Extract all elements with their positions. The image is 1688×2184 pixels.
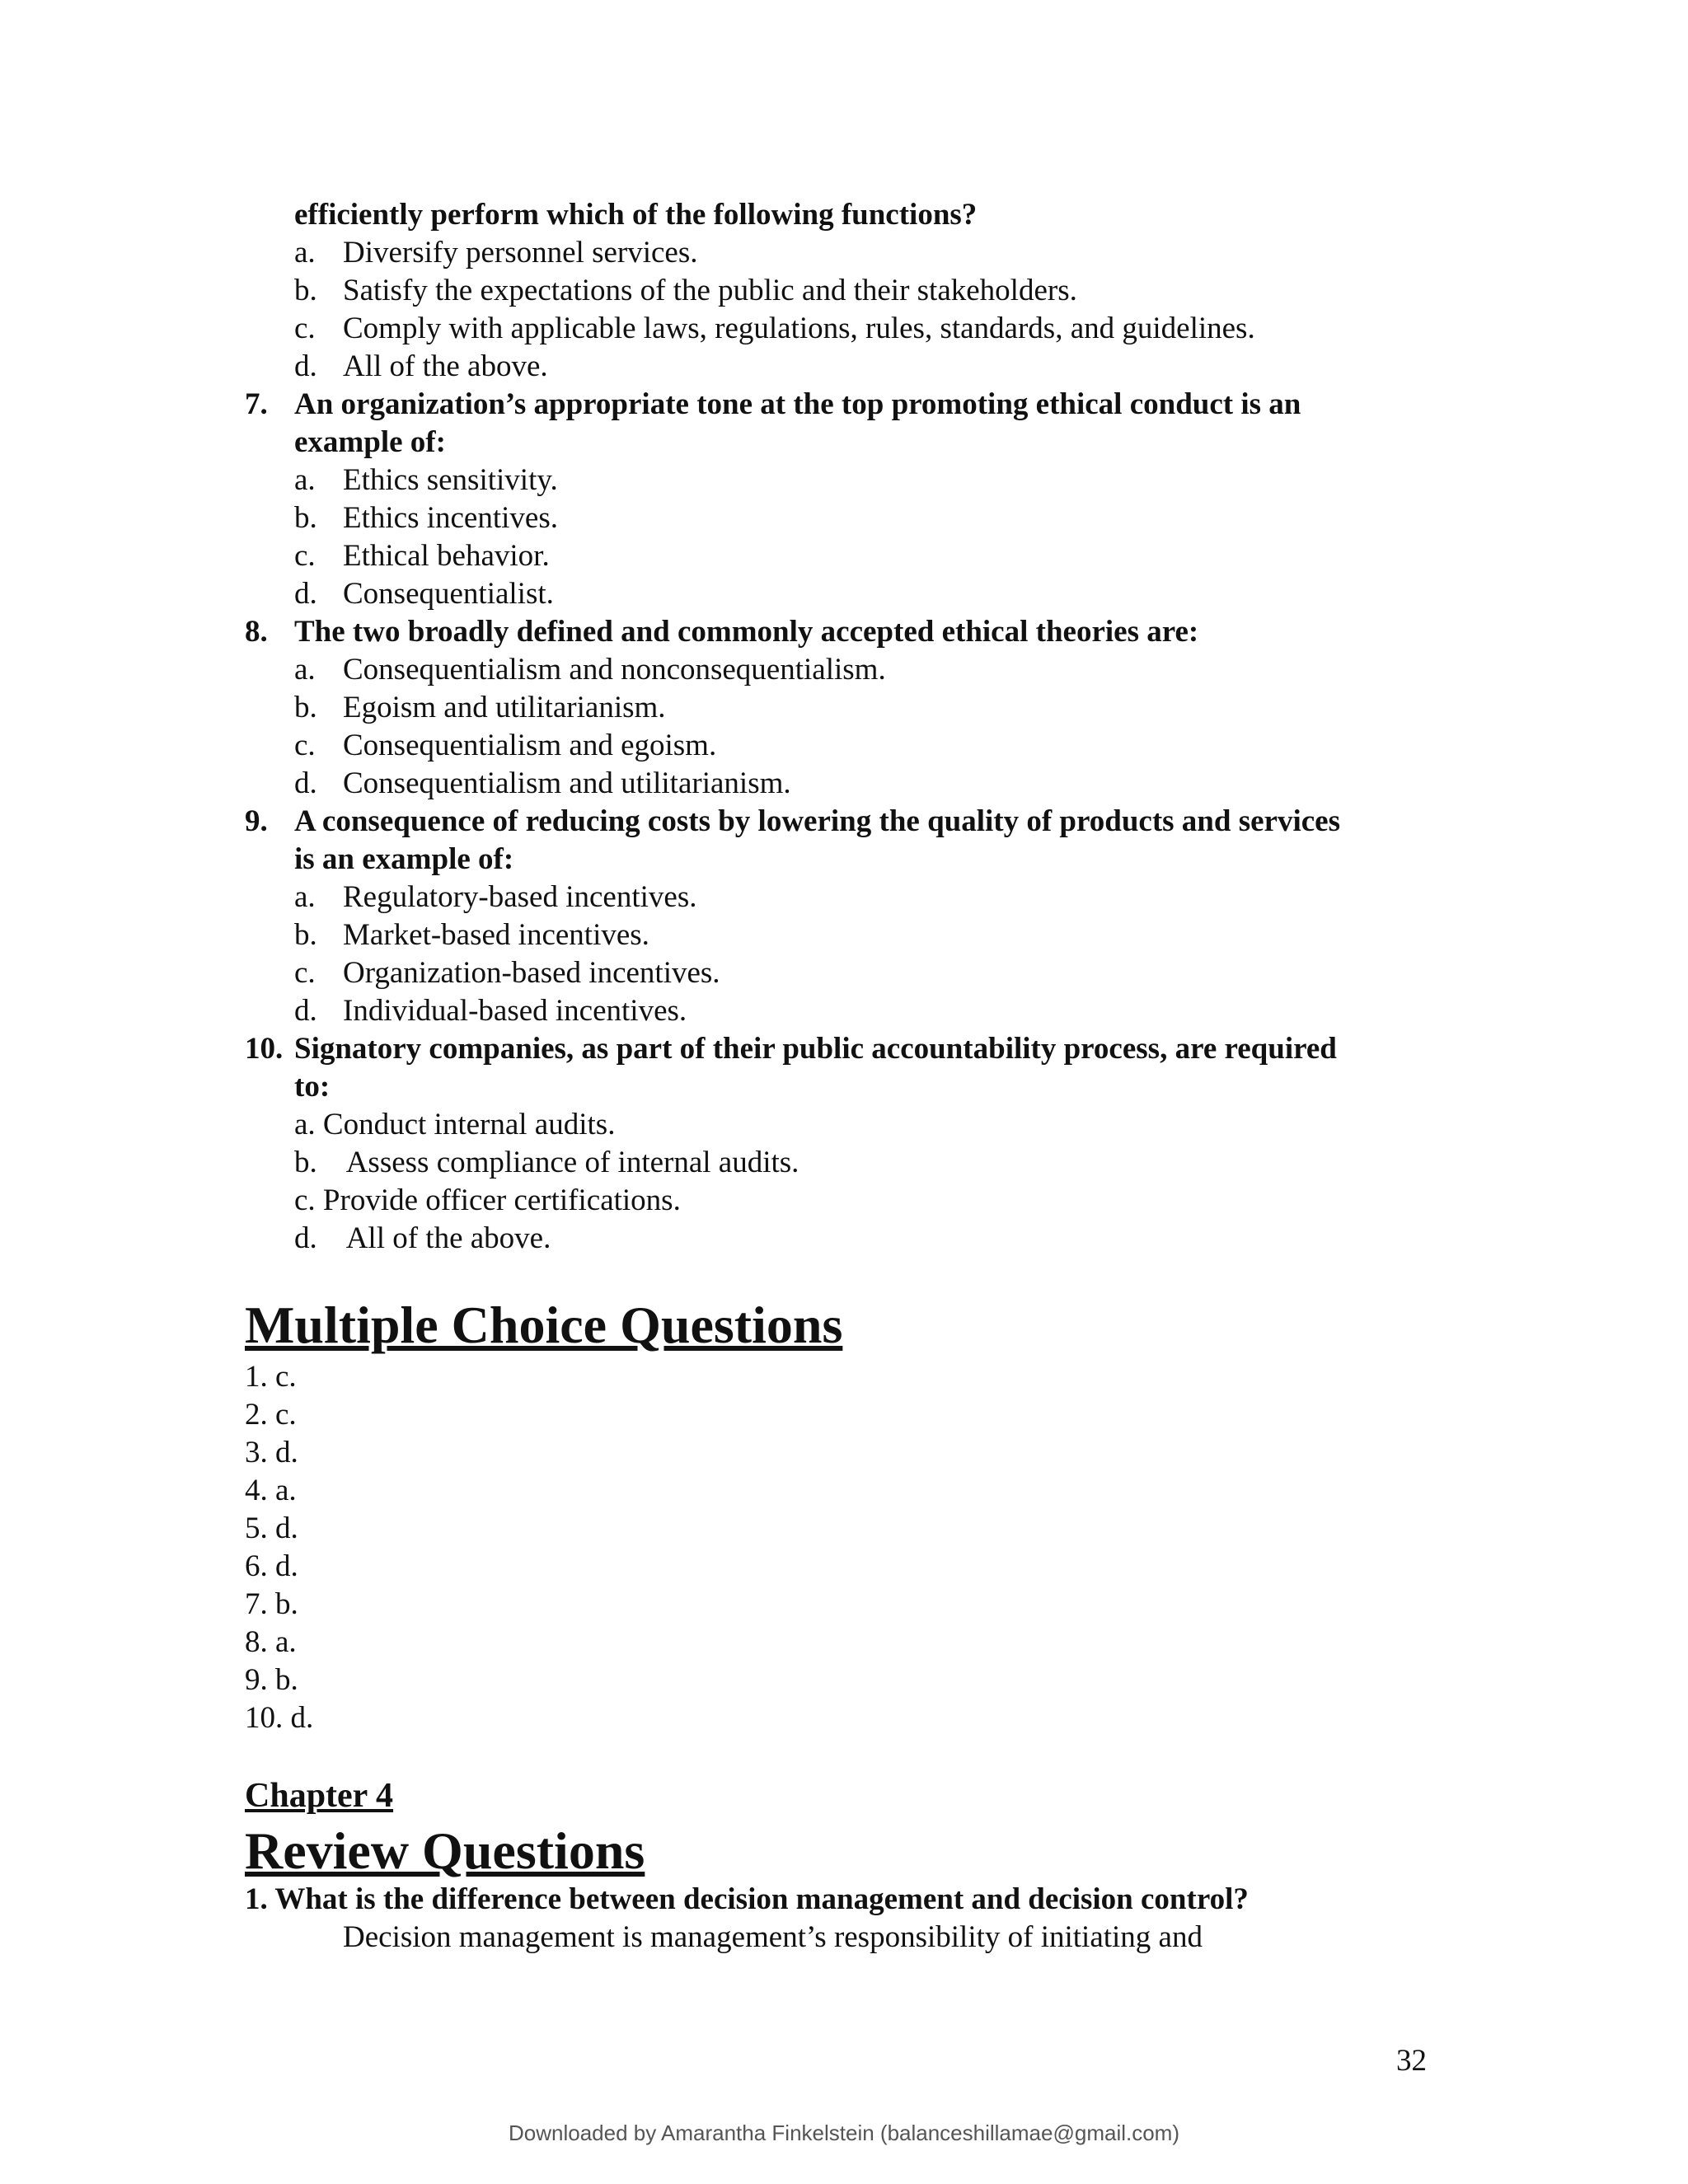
option-letter: c. xyxy=(294,729,316,762)
option-letter: d. xyxy=(294,349,317,383)
option-letter: b. xyxy=(294,274,317,307)
option-text: Consequentialism and nonconsequentialism. xyxy=(343,653,886,687)
option-letter: b. xyxy=(294,918,317,952)
question-8-text: The two broadly defined and commonly accepted ethical theories are: xyxy=(294,615,1199,649)
question-10-text: to: xyxy=(294,1070,331,1104)
question-9-text: is an example of: xyxy=(294,842,514,876)
question-10-text: Signatory companies, as part of their public accountability process, are required xyxy=(294,1032,1337,1066)
option-text: Ethics sensitivity. xyxy=(343,463,558,497)
answer-item: 8. a. xyxy=(245,1625,297,1659)
option-letter: c. xyxy=(294,539,316,573)
question-7-number: 7. xyxy=(245,387,268,421)
option-text: Diversify personnel services. xyxy=(343,236,698,269)
option-letter: c. xyxy=(294,312,316,345)
option-text: Ethics incentives. xyxy=(343,501,558,535)
option-text: Market-based incentives. xyxy=(343,918,649,952)
question-6-text-continued: efficiently perform which of the following functions? xyxy=(294,198,978,232)
option-text: Regulatory-based incentives. xyxy=(343,880,697,914)
option-letter: a. xyxy=(294,880,316,914)
option-letter: a. xyxy=(294,653,316,687)
option-text: d. All of the above. xyxy=(294,1221,551,1255)
option-text: Ethical behavior. xyxy=(343,539,550,573)
option-letter: b. xyxy=(294,501,317,535)
answer-item: 5. d. xyxy=(245,1511,298,1545)
option-letter: a. xyxy=(294,463,316,497)
answer-item: 10. d. xyxy=(245,1701,314,1735)
answer-item: 3. d. xyxy=(245,1436,298,1469)
question-7-text: example of: xyxy=(294,425,446,459)
option-text: Comply with applicable laws, regulations, rules, standards, and guidelines. xyxy=(343,312,1255,345)
option-text: Egoism and utilitarianism. xyxy=(343,691,666,724)
review-question-1: 1. What is the difference between decision management and decision control? xyxy=(245,1882,1249,1916)
option-text: Satisfy the expectations of the public and their stakeholders. xyxy=(343,274,1077,307)
review-heading: Review Questions xyxy=(245,1821,645,1880)
option-text: Consequentialism and egoism. xyxy=(343,729,717,762)
option-text: c. Provide officer certifications. xyxy=(294,1183,681,1217)
option-text: Individual-based incentives. xyxy=(343,994,687,1028)
option-text: Organization-based incentives. xyxy=(343,956,720,990)
review-answer-1: Decision management is management’s responsibility of initiating and xyxy=(343,1920,1203,1954)
answer-item: 7. b. xyxy=(245,1587,298,1621)
answer-item: 1. c. xyxy=(245,1360,297,1394)
option-text: All of the above. xyxy=(343,349,548,383)
question-9-number: 9. xyxy=(245,804,268,838)
answer-item: 2. c. xyxy=(245,1398,297,1432)
option-letter: d. xyxy=(294,994,317,1028)
option-text: Consequentialism and utilitarianism. xyxy=(343,766,791,800)
option-letter: b. xyxy=(294,691,317,724)
option-letter: c. xyxy=(294,956,316,990)
option-letter: a. xyxy=(294,236,316,269)
answer-item: 4. a. xyxy=(245,1474,297,1507)
question-9-text: A consequence of reducing costs by lowering the quality of products and services xyxy=(294,804,1340,838)
option-text: a. Conduct internal audits. xyxy=(294,1108,616,1141)
question-10-number: 10. xyxy=(245,1032,284,1066)
option-text: b. Assess compliance of internal audits. xyxy=(294,1146,799,1179)
option-letter: d. xyxy=(294,577,317,611)
download-footer: Downloaded by Amarantha Finkelstein (balanceshillamae@gmail.com) xyxy=(508,2121,1179,2145)
chapter-label: Chapter 4 xyxy=(245,1777,394,1815)
answer-item: 6. d. xyxy=(245,1549,298,1583)
answer-item: 9. b. xyxy=(245,1663,298,1697)
option-letter: d. xyxy=(294,766,317,800)
mcq-heading: Multiple Choice Questions xyxy=(245,1296,843,1354)
page-number: 32 xyxy=(1396,2044,1427,2078)
option-text: Consequentialist. xyxy=(343,577,554,611)
question-8-number: 8. xyxy=(245,615,268,649)
question-7-text: An organization’s appropriate tone at the top promoting ethical conduct is an xyxy=(294,387,1301,421)
